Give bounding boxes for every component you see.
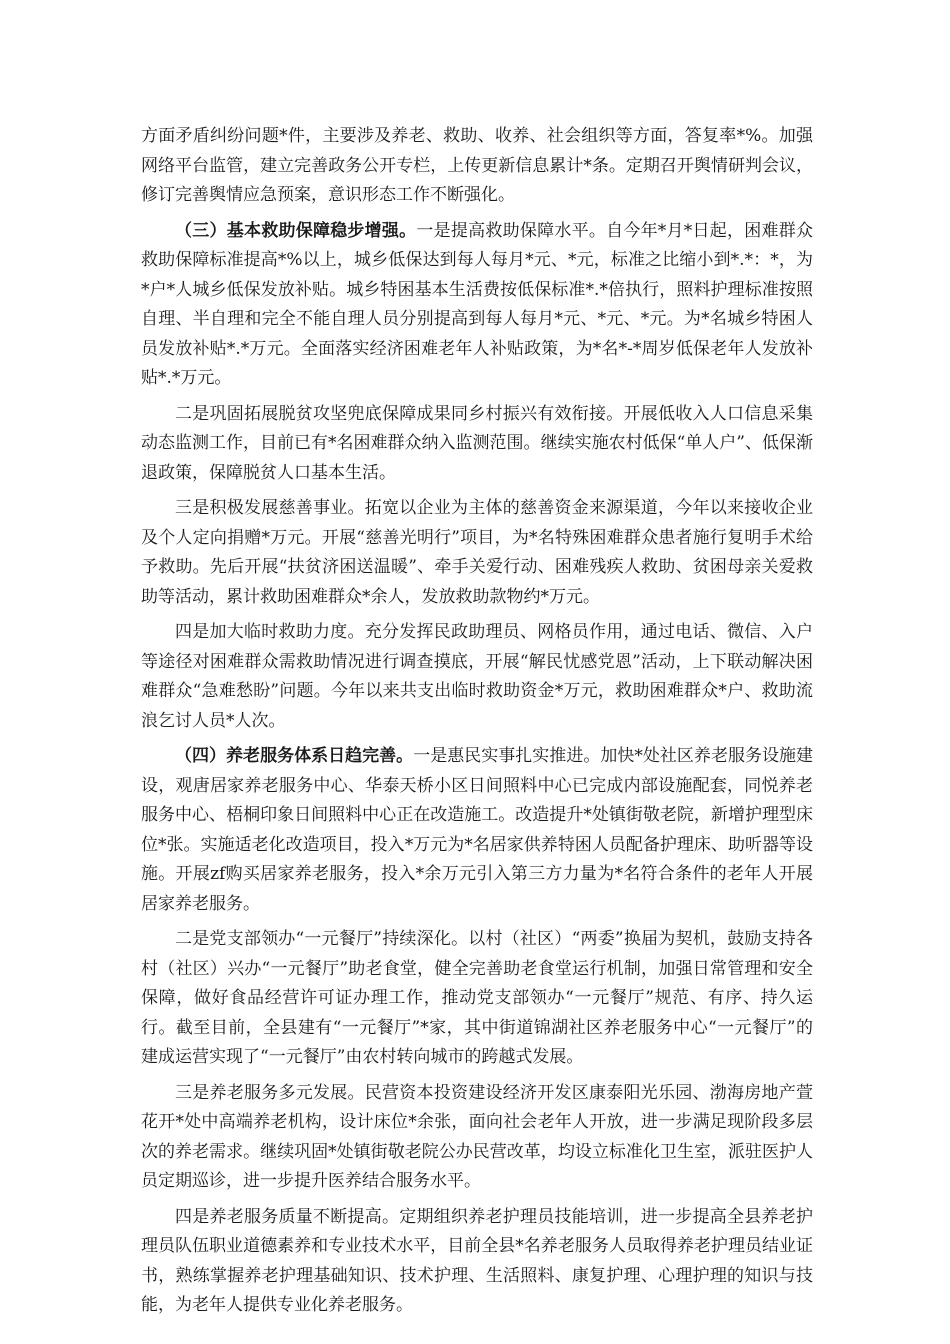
paragraph: [141, 1203, 813, 1321]
section-heading-four: （四）养老服务体系日趋完善。: [175, 746, 414, 766]
paragraph: [141, 925, 813, 1073]
paragraph-text: 二是党支部领办“一元餐厅”持续深化。以村（社区）“两委”换届为契机，鼓励支持各村（社区）兴办“一元餐厅”助老食堂，健全完善助老食堂运行机制，加强日常管理和安全保障，做好食品经营许可证办理工作，推动党支部领办“一元餐厅”规范、有序、持久运行。截至目前，全县建有“一元餐厅”*家，其中街道锦湖社区养老服务中心“一元餐厅”的建成运营实现了“一元餐厅”由农村转向城市的跨越式发展。: [141, 929, 813, 1067]
paragraph-text: 三是积极发展慈善事业。拓宽以企业为主体的慈善资金来源渠道，今年以来接收企业及个人定向捐赠*万元。开展“慈善光明行”项目，为*名特殊困难群众患者施行复明手术给予救助。先后开展“扶贫济困送温暖”、牵手关爱行动、困难残疾人救助、贫困母亲关爱救助等活动，累计救助困难群众*余人，发放救助款物约*万元。: [141, 498, 813, 607]
paragraph-section-three: [141, 217, 813, 394]
paragraph: [141, 618, 813, 736]
paragraph: [141, 494, 813, 612]
paragraph-text: 三是养老服务多元发展。民营资本投资建设经济开发区康泰阳光乐园、渤海房地产萱花开*处中高端养老机构，设计床位*余张，面向社会老年人开放，进一步满足现阶段多层次的养老需求。继续巩固*处镇街敬老院公办民营改革，均设立标准化卫生室，派驻医护人员定期巡诊，进一步提升医养结合服务水平。: [141, 1082, 813, 1191]
document-body: [141, 122, 813, 1327]
paragraph-text: 一是提高救助保障水平。自今年*月*日起，困难群众救助保障标准提高*%以上，城乡低保达到每人每月*元、*元，标准之比缩小到*.*：*，为*户*人城乡低保发放补贴。城乡特困基本生活费按低保标准*.*倍执行，照料护理标准按照自理、半自理和完全不能自理人员分别提高到每人每月*元、*元、*元。为*名城乡特困人员发放补贴*.*万元。全面落实经济困难老年人补贴政策，为*名*-*周岁低保老年人发放补贴*.*万元。: [141, 220, 813, 388]
paragraph-text: 四是加大临时救助力度。充分发挥民政助理员、网格员作用，通过电话、微信、入户等途径对困难群众需救助情况进行调查摸底，开展“解民忧感党恩”活动，上下联动解决困难群众“急难愁盼”问题。今年以来共支出临时救助资金*万元，救助困难群众*户、救助流浪乞讨人员*人次。: [141, 622, 813, 731]
paragraph: [141, 400, 813, 489]
paragraph: [141, 1079, 813, 1197]
paragraph-section-four: [141, 742, 813, 919]
paragraph-continued: [141, 122, 813, 211]
paragraph-text: 方面矛盾纠纷问题*件，主要涉及养老、救助、收养、社会组织等方面，答复率*%。加强网络平台监管，建立完善政务公开专栏，上传更新信息累计*条。定期召开舆情研判会议，修订完善舆情应急预案，意识形态工作不断强化。: [141, 126, 813, 205]
section-heading-three: （三）基本救助保障稳步增强。: [175, 220, 417, 241]
paragraph-text: 四是养老服务质量不断提高。定期组织养老护理员技能培训，进一步提高全县养老护理员队伍职业道德素养和专业技术水平，目前全县*名养老服务人员取得养老护理员结业证书，熟练掌握养老护理基础知识、技术护理、生活照料、康复护理、心理护理的知识与技能，为老年人提供专业化养老服务。: [141, 1206, 813, 1315]
paragraph-text: 二是巩固拓展脱贫攻坚兜底保障成果同乡村振兴有效衔接。开展低收入人口信息采集动态监测工作，目前已有*名困难群众纳入监测范围。继续实施农村低保“单人户”、低保渐退政策，保障脱贫人口基本生活。: [141, 403, 813, 483]
paragraph-text: 一是惠民实事扎实推进。加快*处社区养老服务设施建设，观唐居家养老服务中心、华泰天桥小区日间照料中心已完成内部设施配套，同悦养老服务中心、梧桐印象日间照料中心正在改造施工。改造提升*处镇街敬老院，新增护理型床位*张。实施适老化改造项目，投入*万元为*名居家供养特困人员配备护理床、助听器等设施。开展zf购买居家养老服务，投入*余万元引入第三方力量为*名符合条件的老年人开展居家养老服务。: [141, 746, 814, 914]
